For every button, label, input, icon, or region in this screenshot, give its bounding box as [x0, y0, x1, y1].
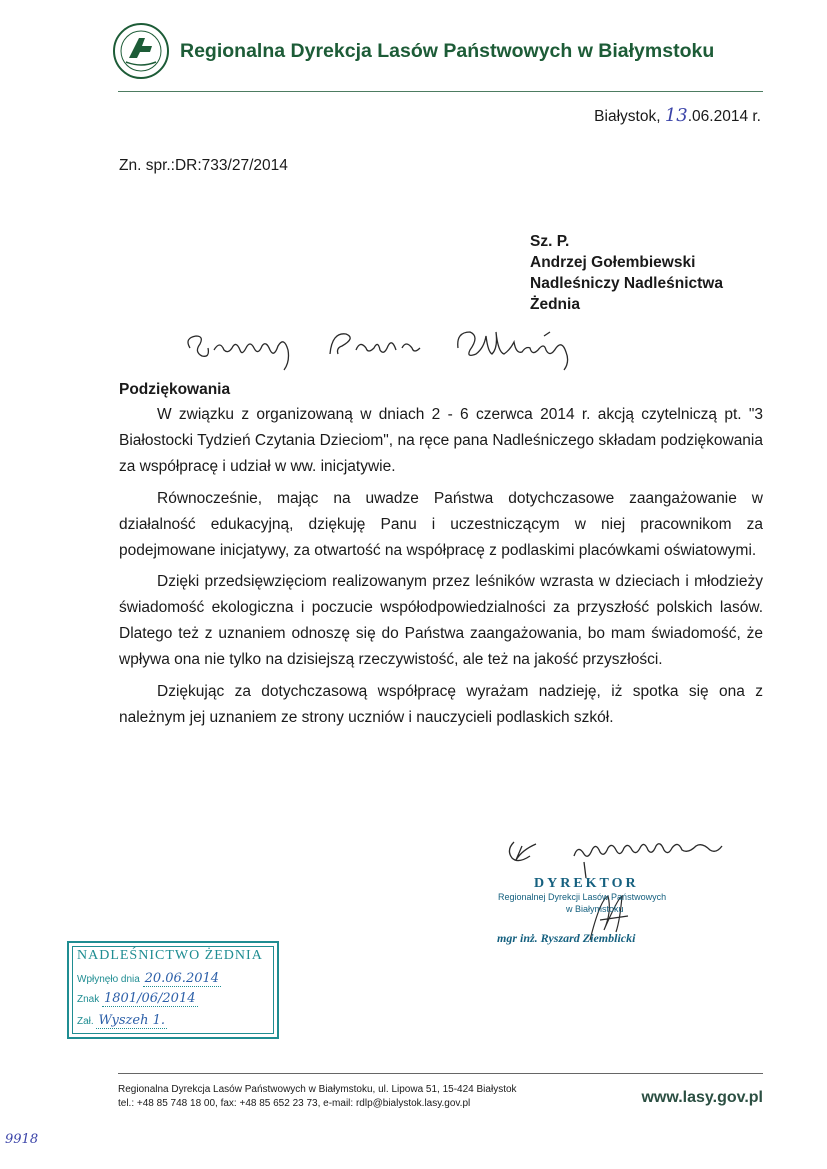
received-date-value: 20.06.2014 [144, 971, 220, 986]
date-prefix: Białystok, [594, 108, 661, 125]
organization-name: Regionalna Dyrekcja Lasów Państwowych w Białymstoku [180, 40, 715, 62]
signatory-name: mgr inż. Ryszard Ziemblicki [497, 931, 636, 945]
footer-address: Regionalna Dyrekcja Lasów Państwowych w Białymstoku, ul. Lipowa 51, 15-424 Białystok [118, 1084, 517, 1095]
received-date-label: Wpłynęło dnia [77, 974, 140, 985]
body-paragraph: Dzięki przedsięwzięciom realizowanym przez leśników wzrasta w dzieciach i młodzieży świadomość ekologiczna i poczucie współodpowiedzialności za przyszłość polskich lasów. Dlatego też z uznaniem odnoszę się do Państwa zaangażowania, bo mam świadomość, że wpływa ona nie tylko na dzisiejszą rzeczywistość, ale też na jakość przyszłości. [119, 573, 763, 669]
header-divider [118, 91, 763, 92]
signatory-title: DYREKTOR [534, 876, 639, 891]
body-paragraph: Dziękując za dotychczasową współpracę wyrażam nadzieję, iż spotka się ona z należnym jej uznaniem ze strony uczniów i nauczycieli podlaskich szkół. [119, 683, 763, 726]
letter-date [594, 105, 761, 126]
signatory-office: Regionalnej Dyrekcji Lasów Państwowych [498, 892, 667, 902]
margin-handwritten-note: 9918 [5, 1132, 39, 1147]
lasy-panstwowe-logo [112, 22, 170, 80]
body-paragraph: W związku z organizowaną w dniach 2 - 6 czerwca 2014 r. akcją czytelniczą pt. "3 Białostocki Tydzień Czytania Dzieciom", na ręce pana Nadleśniczego składam podziękowania za współpracę i udział w ww. inicjatywie. [119, 406, 763, 475]
handwritten-salutation [180, 318, 595, 376]
received-stamp [67, 941, 279, 1039]
addressee-block [530, 231, 723, 315]
footer-divider [118, 1073, 763, 1074]
footer-website-link[interactable]: www.lasy.gov.pl [641, 1089, 763, 1106]
date-suffix: .06.2014 r. [687, 108, 761, 125]
addressee-line: Andrzej Gołembiewski [530, 254, 696, 271]
letter-body [119, 402, 763, 731]
received-stamp-title: NADLEŚNICTWO ŻEDNIA [77, 948, 263, 963]
addressee-line: Żednia [530, 296, 580, 313]
letter-subject: Podziękowania [119, 381, 231, 398]
addressee-line: Nadleśniczy Nadleśnictwa [530, 275, 723, 292]
sign-label: Znak [77, 994, 100, 1005]
addressee-line: Sz. P. [530, 233, 570, 250]
received-date-row [77, 971, 221, 986]
footer-contact: tel.: +48 85 748 18 00, fax: +48 85 652 23 73, e-mail: rdlp@bialystok.lasy.gov.pl [118, 1098, 471, 1109]
sign-row [77, 991, 198, 1006]
attachments-value: Wyszeh 1. [98, 1013, 165, 1028]
attachments-label: Zał. [77, 1016, 94, 1027]
sign-value: 1801/06/2014 [104, 991, 196, 1006]
case-reference: Zn. spr.:DR:733/27/2014 [119, 157, 288, 174]
attachments-row [77, 1013, 167, 1028]
signatory-office-city: w Białymstoku [566, 904, 624, 914]
date-day-handwritten: 13 [664, 105, 688, 126]
body-paragraph: Równocześnie, mając na uwadze Państwa dotychczasowe zaangażowanie w działalność edukacyjną, dziękuję Panu i uczestniczącym w niej pracownikom za podejmowane inicjatywy, za otwartość na współpracę z podlaskimi placówkami oświatowymi. [119, 489, 763, 559]
